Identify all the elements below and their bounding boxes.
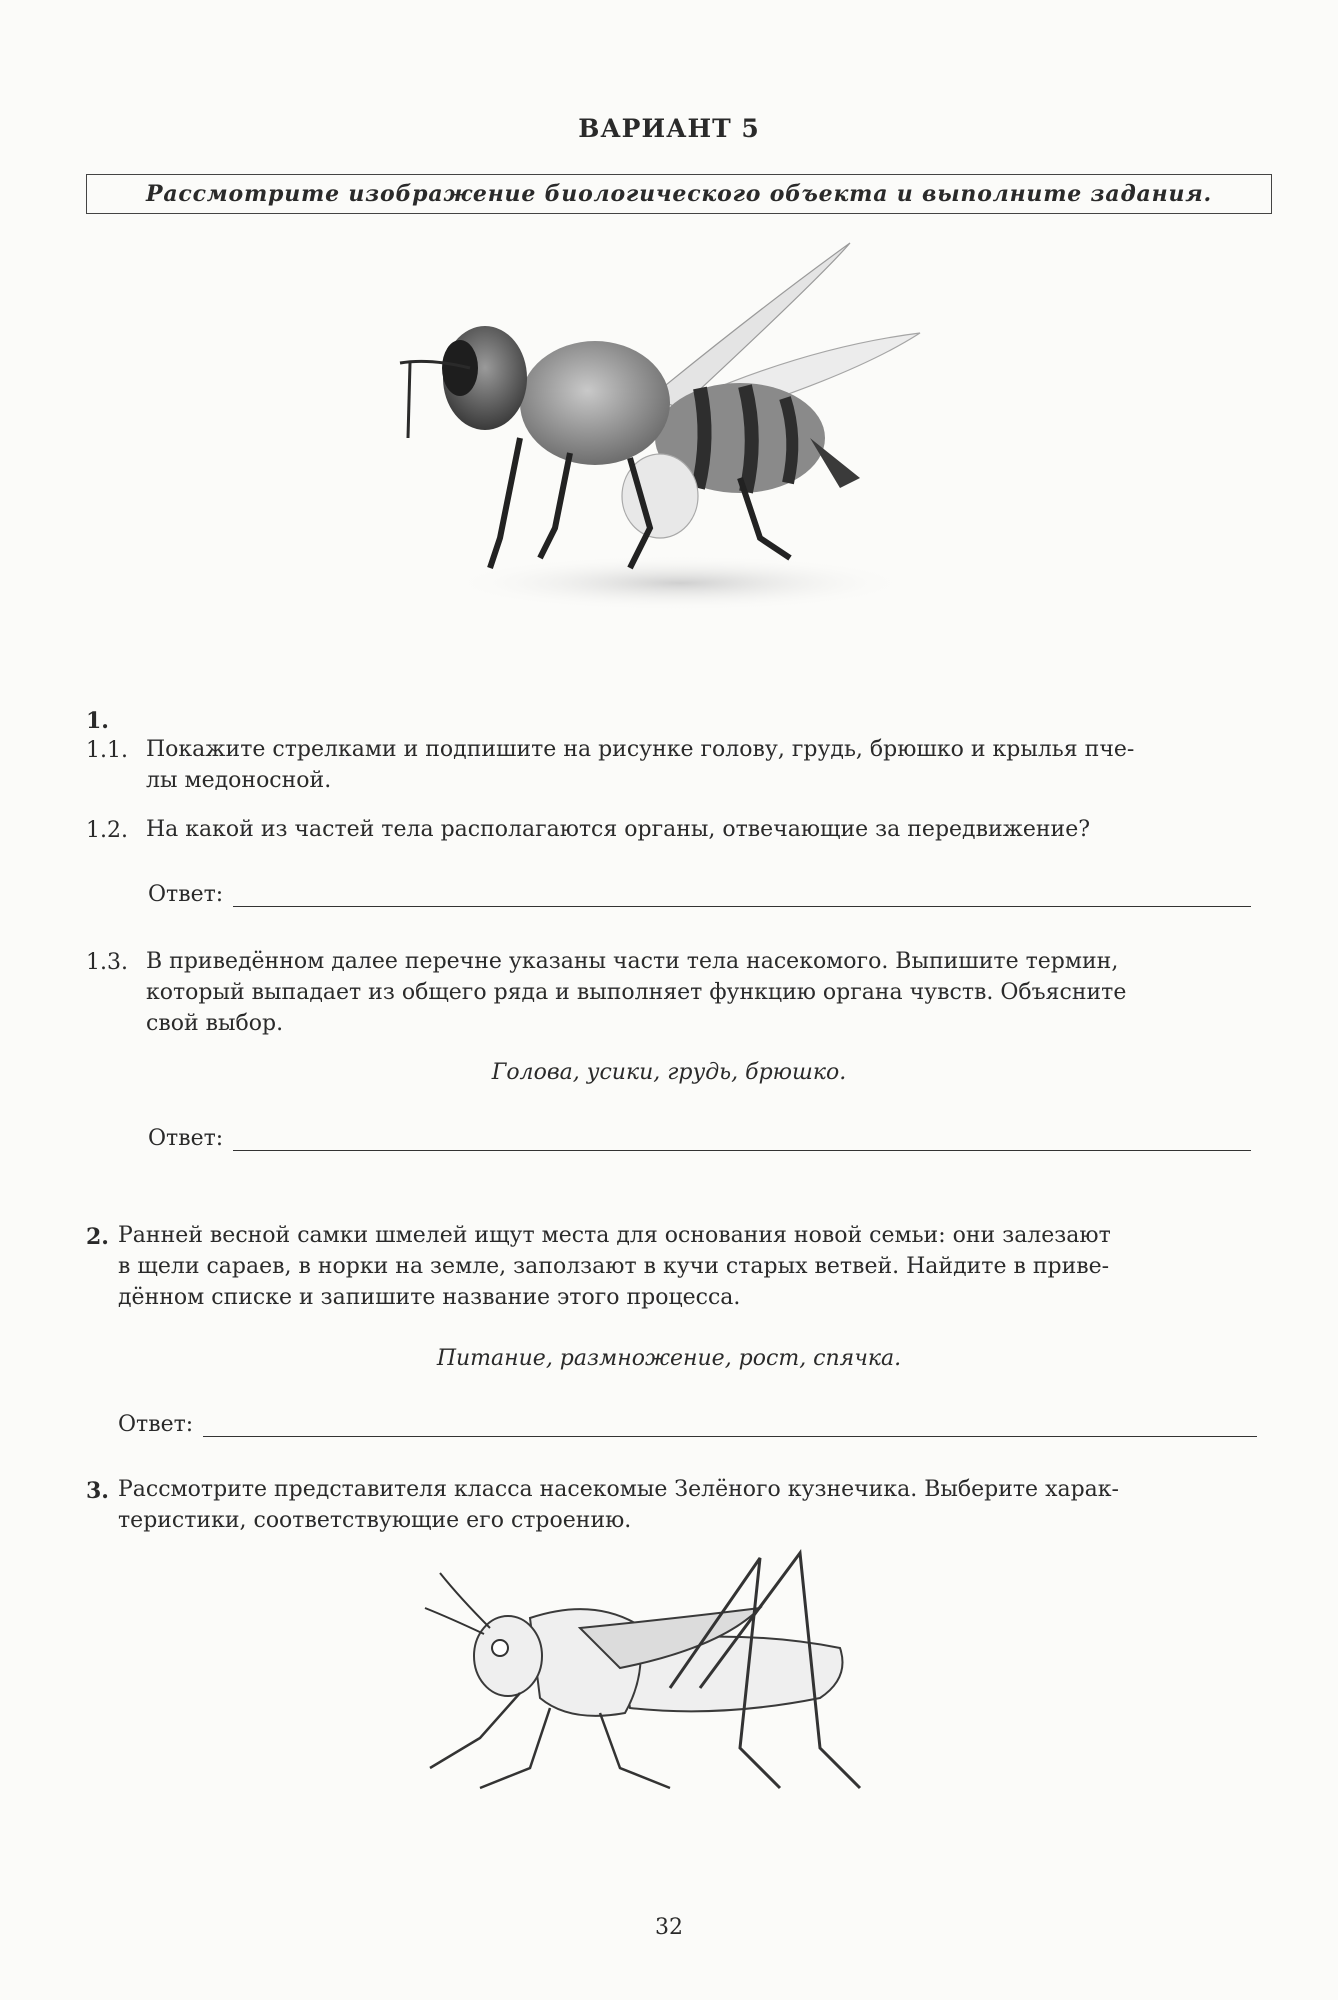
q2-term-list: Питание, размножение, рост, спячка. bbox=[436, 1346, 902, 1371]
grasshopper-head bbox=[474, 1616, 542, 1696]
q2-text bbox=[118, 1220, 1278, 1313]
q3-text bbox=[118, 1474, 1278, 1536]
answer-line[interactable] bbox=[233, 884, 1251, 907]
instruction-banner: Рассмотрите изображение биологического объекта и выполните задания. bbox=[86, 174, 1272, 214]
q1-2-number: 1.2. bbox=[86, 818, 128, 843]
text-line: На какой из частей тела располагаются органы, отвечающие за передвижение? bbox=[146, 817, 1091, 842]
answer-label: Ответ: bbox=[148, 1126, 224, 1151]
bee-image bbox=[380, 238, 980, 638]
page-title: ВАРИАНТ 5 bbox=[578, 114, 760, 143]
q1-3-term-list: Голова, усики, грудь, брюшко. bbox=[491, 1060, 847, 1085]
text-line: Рассмотрите представителя класса насекомые Зелёного кузнечика. Выберите харак- bbox=[118, 1477, 1119, 1502]
answer-label: Ответ: bbox=[118, 1412, 194, 1437]
q1-number: 1. bbox=[86, 708, 109, 734]
answer-1-2 bbox=[148, 882, 1251, 907]
q1-1-text bbox=[146, 734, 1276, 796]
grasshopper-antenna bbox=[440, 1573, 490, 1628]
q2-number: 2. bbox=[86, 1224, 109, 1250]
text-line: лы медоносной. bbox=[146, 768, 332, 793]
text-line: Покажите стрелками и подпишите на рисунке голову, грудь, брюшко и крылья пче- bbox=[146, 737, 1135, 762]
q1-3-number: 1.3. bbox=[86, 950, 128, 975]
text-line: теристики, соответствующие его строению. bbox=[118, 1508, 632, 1533]
bee-shadow bbox=[450, 555, 910, 611]
text-line: Ранней весной самки шмелей ищут места для основания новой семьи: они залезают bbox=[118, 1223, 1111, 1248]
text-line: в щели сараев, в норки на земле, заползают в кучи старых ветвей. Найдите в приве- bbox=[118, 1254, 1110, 1279]
answer-1-3 bbox=[148, 1126, 1251, 1151]
text-line: дённом списке и запишите название этого процесса. bbox=[118, 1285, 741, 1310]
q1-1-number: 1.1. bbox=[86, 738, 128, 763]
bee-eye bbox=[442, 340, 478, 396]
text-line: В приведённом далее перечне указаны части тела насекомого. Выпишите термин, bbox=[146, 949, 1119, 974]
grasshopper-image bbox=[420, 1548, 940, 1808]
answer-label: Ответ: bbox=[148, 882, 224, 907]
bee-antenna bbox=[408, 363, 410, 438]
q1-2-text bbox=[146, 814, 1276, 845]
grasshopper-eye bbox=[492, 1640, 508, 1656]
answer-line[interactable] bbox=[233, 1128, 1251, 1151]
answer-line[interactable] bbox=[203, 1414, 1257, 1437]
page-number: 32 bbox=[655, 1915, 683, 1940]
bee-thorax bbox=[520, 341, 670, 465]
text-line: который выпадает из общего ряда и выполняет функцию органа чувств. Объясните bbox=[146, 980, 1127, 1005]
q3-number: 3. bbox=[86, 1478, 109, 1504]
q1-3-text bbox=[146, 946, 1276, 1039]
text-line: свой выбор. bbox=[146, 1011, 284, 1036]
answer-2 bbox=[118, 1412, 1257, 1437]
